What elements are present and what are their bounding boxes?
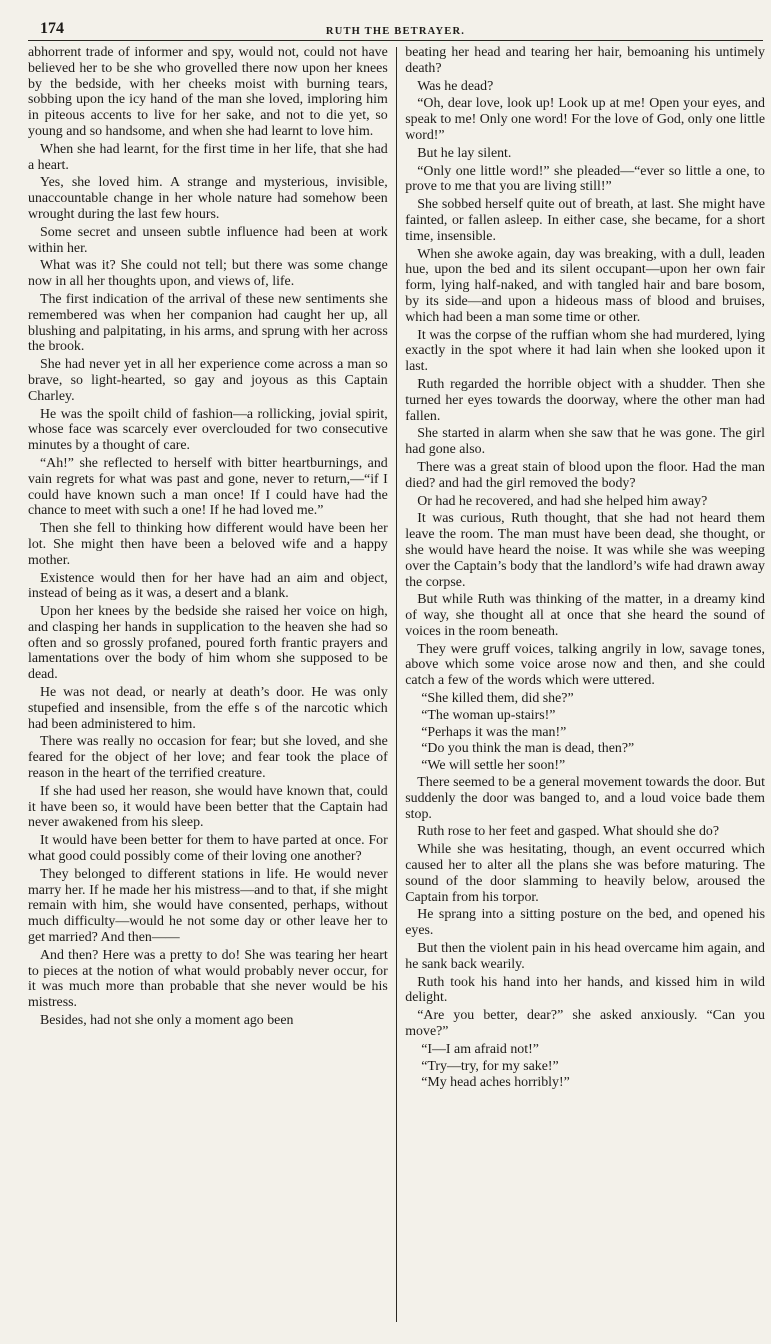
paragraph: Besides, had not she only a moment ago been [40, 1013, 294, 1029]
running-title: RUTH THE BETRAYER. [325, 26, 466, 37]
paragraph: She started in alarm when she saw that he was gone. The girl had gone also. [405, 426, 765, 458]
page-number: 174 [40, 20, 64, 37]
paragraph: She had never yet in all her experience come across a man so brave, so light-hearted, so gay and joyous as this Captain Charley. [28, 357, 388, 404]
paragraph: It was curious, Ruth thought, that she had not heard them leave the room. The man must have been dead, she thought, or she would have heard the noise. It was while she was weeping over the Captain’s body that the landlord’s wife had drawn away the corpse. [405, 511, 765, 590]
paragraph: When she had learnt, for the first time in her life, that she had a heart. [28, 141, 388, 173]
paragraph: “Only one little word!” she pleaded—“ever so little a one, to prove to me that you are living still!” [405, 163, 765, 195]
paragraph: There seemed to be a general movement towards the door. But suddenly the door was banged to, and a loud voice bade them stop. [405, 775, 765, 822]
paragraph: Ruth regarded the horrible object with a shudder. Then she turned her eyes towards the doorway, where the other man had fallen. [405, 376, 765, 424]
paragraph: Ruth took his hand into her hands, and kissed him in wild delight. [405, 974, 765, 1006]
paragraph: abhorrent trade of informer and spy, would not, could not have believed her to be she who grovelled there now upon her knees by the bedside, with her cheeks moist with burning tears, sobbing upon the icy hand of the man she loved, imploring him in piteous accents to live for her sake, and not to die yet, so young and so handsome, and when she had learnt to love him. [28, 45, 388, 139]
paragraph: Some secret and unseen subtle influence had been at work within her. [28, 224, 388, 256]
paragraph: “I—I am afraid not!” [421, 1041, 539, 1057]
paragraph: “Ah!” she reflected to herself with bitter heartburnings, and vain regrets for what was past and gone, never to return,—“if I could have known such a man once! If I could have had the chance to meet with such a one! If he had loved me.” [28, 455, 388, 519]
paragraph: Was he dead? [417, 78, 494, 94]
paragraph: He was the spoilt child of fashion—a rollicking, jovial spirit, whose face was scarcely ever overclouded for two consecutive minutes by a thought of care. [28, 406, 388, 454]
right-column [397, 45, 765, 1336]
paragraph: And then? Here was a pretty to do! She was tearing her heart to pieces at the notion of what would probably never occur, for it was much more than probable that she never would be his mistress. [28, 947, 388, 1011]
paragraph: But he lay silent. [417, 145, 512, 161]
paragraph: What was it? She could not tell; but there was some change now in all her thoughts upon, and views of, life. [28, 258, 388, 290]
paragraph: “The woman up-stairs!” [421, 707, 556, 723]
paragraph: They belonged to different stations in life. He would never marry her. If he made her his mistress—and to that, if she might remain with him, she would have consented, perhaps, without much difficulty—would he not some day or other leave her to get married? And then—— [28, 866, 388, 946]
paragraph: Yes, she loved him. A strange and mysterious, invisible, unaccountable change in her whole nature had somehow been wrought during the last few hours. [28, 175, 388, 222]
paragraph: “Do you think the man is dead, then?” [421, 741, 635, 757]
paragraph: The first indication of the arrival of these new sentiments she remembered was when her companion had caught her up, all blushing and palpitating, in his arms, and sprung with her across the brook. [28, 291, 388, 355]
paragraph: Or had he recovered, and had she helped him away? [417, 493, 708, 509]
paragraph: She sobbed herself quite out of breath, at last. She might have fainted, or fallen asleep. In either case, she became, for a short time, insensible. [405, 197, 765, 244]
paragraph: It was the corpse of the ruffian whom she had murdered, lying exactly in the spot where it had lain when she looked upon it last. [405, 327, 765, 375]
paragraph: “Oh, dear love, look up! Look up at me! Open your eyes, and speak to me! Only one word! For the love of God, only one little word!” [405, 96, 765, 143]
paragraph: Then she fell to thinking how different would have been her lot. She might then have been a beloved wife and a happy mother. [28, 521, 388, 568]
paragraph: There was a great stain of blood upon the floor. Had the man died? and had the girl removed the body? [405, 459, 765, 491]
paragraph: While she was hesitating, though, an event occurred which caused her to alter all the plans she was before maturing. The sound of the door slamming to heavily below, aroused the Captain from his torpor. [405, 842, 765, 905]
paragraph: “Perhaps it was the man!” [421, 724, 567, 740]
paragraph: There was really no occasion for fear; but she loved, and she feared for the object of her love; and fear took the place of reason in the heart of the terrified creature. [28, 734, 388, 782]
paragraph: Existence would then for her have had an aim and object, instead of being as it was, a desert and a blank. [28, 570, 388, 602]
paragraph: “My head aches horribly!” [421, 1075, 570, 1091]
paragraph: But then the violent pain in his head overcame him again, and he sank back wearily. [405, 941, 765, 972]
paragraph: When she awoke again, day was breaking, with a dull, leaden hue, upon the bed and its silent occupant—upon her own fair form, lying half-naked, and with tangled hair and bare bosom, by its side—and upon a hideous mass of blood and bruises, which had been a man some time or other. [405, 246, 765, 325]
paragraph: beating her head and tearing her hair, bemoaning his untimely death? [405, 45, 765, 76]
paragraph: Ruth rose to her feet and gasped. What should she do? [417, 824, 720, 840]
paragraph: “Try—try, for my sake!” [421, 1058, 559, 1074]
left-column [28, 45, 396, 1336]
paragraph: Upon her knees by the bedside she raised her voice on high, and clasping her hands in supplication to the heaven she had so often and so grossly profaned, poured forth frantic prayers and lamentations over the body of him whom she supposed to be dead. [28, 604, 388, 683]
paragraph: It would have been better for them to have parted at once. For what good could possibly come of their loving one another? [28, 833, 388, 865]
page-header [28, 0, 763, 41]
paragraph: They were gruff voices, talking angrily in low, savage tones, above which some voice arose now and then, and she could catch a few of the words which were uttered. [405, 641, 765, 689]
text-columns [28, 45, 765, 1336]
paragraph: “Are you better, dear?” she asked anxiously. “Can you move?” [405, 1008, 765, 1040]
paragraph: “She killed them, did she?” [421, 691, 574, 707]
paragraph: If she had used her reason, she would have known that, could it have been so, it would have been better that the Captain had never awakened from his sleep. [28, 783, 388, 831]
paragraph: But while Ruth was thinking of the matter, in a dreamy kind of way, she thought all at once that she heard the sound of voices in the room beneath. [405, 592, 765, 639]
paragraph: “We will settle her soon!” [421, 758, 566, 774]
paragraph: He sprang into a sitting posture on the bed, and opened his eyes. [405, 907, 765, 939]
paragraph: He was not dead, or nearly at death’s door. He was only stupefied and insensible, from the effe s of the narcotic which had been administered to him. [28, 685, 388, 732]
